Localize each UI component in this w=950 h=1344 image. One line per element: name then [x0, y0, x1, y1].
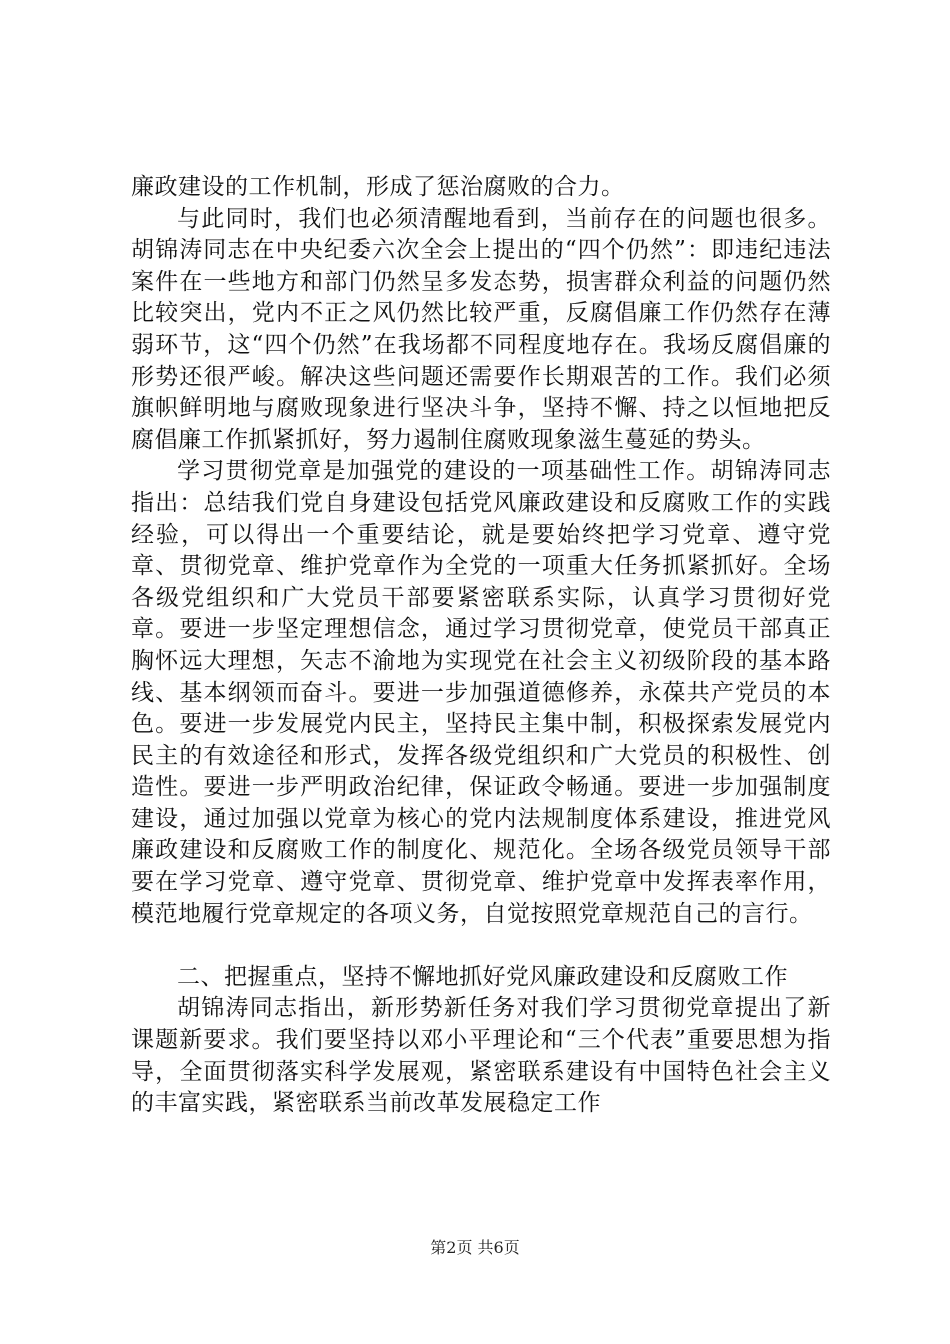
- page-footer: [0, 1238, 950, 1258]
- paragraph-party-constitution: 学习贯彻党章是加强党的建设的一项基础性工作。胡锦涛同志指出：总结我们党自身建设包括党风廉政建设和反腐败工作的实践经验，可以得出一个重要结论，就是要始终把学习党章、遵守党章、贯彻党章、维护党章作为全党的一项重大任务抓紧抓好。全场各级党组织和广大党员干部要紧密联系实际，认真学习贯彻好党章。要进一步坚定理想信念，通过学习贯彻党章，使党员干部真正胸怀远大理想，矢志不渝地为实现党在社会主义初级阶段的基本路线、基本纲领而奋斗。要进一步加强道德修养，永葆共产党员的本色。要进一步发展党内民主，坚持民主集中制，积极探索发展党内民主的有效途径和形式，发挥各级党组织和广大党员的积极性、创造性。要进一步严明政治纪律，保证政令畅通。要进一步加强制度建设，通过加强以党章为核心的党内法规制度体系建设，推进党风廉政建设和反腐败工作的制度化、规范化。全场各级党员领导干部要在学习党章、遵守党章、贯彻党章、维护党章中发挥表率作用，模范地履行党章规定的各项义务，自觉按照党章规范自己的言行。: [131, 458, 831, 927]
- paragraph-continuation: 廉政建设的工作机制，形成了惩治腐败的合力。: [131, 174, 625, 200]
- page-number-label: 第2页 共6页: [430, 1238, 520, 1257]
- section-heading: 二、把握重点，坚持不懈地抓好党风廉政建设和反腐败工作: [177, 963, 788, 990]
- document-body: [131, 172, 831, 1120]
- paragraph-problems: 与此同时，我们也必须清醒地看到，当前存在的问题也很多。胡锦涛同志在中央纪委六次全会上提出的“四个仍然”：即违纪违法案件在一些地方和部门仍然呈多发态势，损害群众利益的问题仍然比较突出，党内不正之风仍然比较严重，反腐倡廉工作仍然存在薄弱环节，这“四个仍然”在我场都不同程度地存在。我场反腐倡廉的形势还很严峻。解决这些问题还需要作长期艰苦的工作。我们必须旗帜鲜明地与腐败现象进行坚决斗争，坚持不懈、持之以恒地把反腐倡廉工作抓紧抓好，努力遏制住腐败现象滋生蔓延的势头。: [131, 205, 831, 453]
- paragraph-new-requirements: 胡锦涛同志指出，新形势新任务对我们学习贯彻党章提出了新课题新要求。我们要坚持以邓小平理论和“三个代表”重要思想为指导，全面贯彻落实科学发展观，紧密联系建设有中国特色社会主义的丰富实践，紧密联系当前改革发展稳定工作: [131, 995, 831, 1117]
